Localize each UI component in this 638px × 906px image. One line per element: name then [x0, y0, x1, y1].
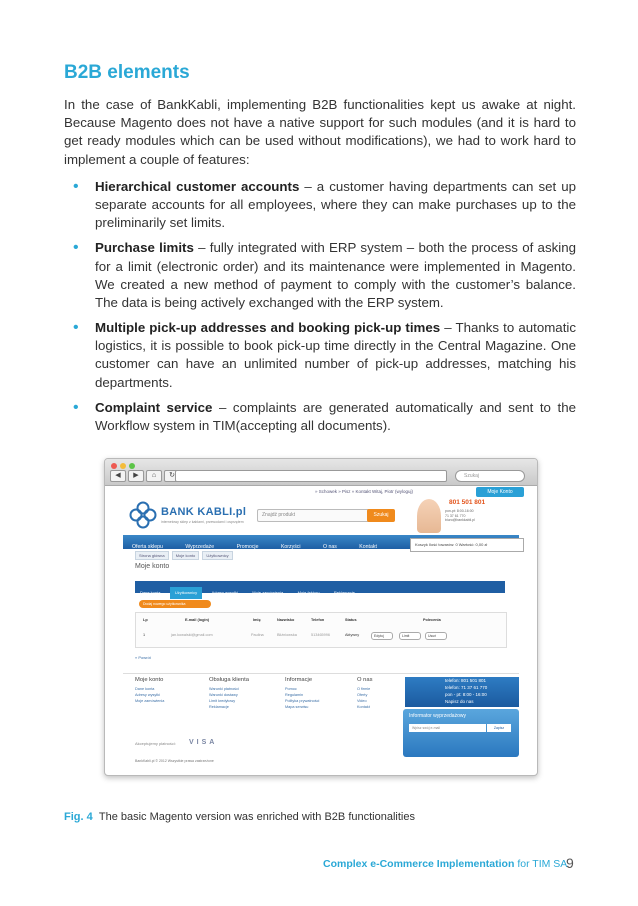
bullet-text: – complaints are generated automatically and sent to the Workflow system in TIM(accepting all documents). [95, 399, 576, 433]
breadcrumb-item: Moje konto [172, 551, 200, 560]
footer-link: Pomoc [285, 687, 297, 691]
newsletter-subscribe-button: Zapisz [487, 724, 511, 732]
phone-box [405, 677, 519, 707]
table-header: Telefon [311, 618, 325, 622]
top-links: » Schowek » Pisz » Kontakt Witaj, Piotr (wyloguj) [315, 489, 414, 494]
table-header: Status [345, 618, 357, 622]
add-user-button: Dodaj nowego użytkownika [139, 600, 211, 608]
table-header: E-mail (login) [185, 618, 210, 622]
minimize-dot-icon [120, 463, 126, 469]
account-tabs [135, 581, 505, 593]
newsletter-email-input: Wpisz swój e-mail [409, 724, 486, 732]
back-arrow-icon: ◀ [110, 470, 126, 482]
footer-link: Polityka prywatności [285, 699, 320, 703]
product-search-input: Znajdź produkt [257, 509, 373, 522]
table-header: Nazwisko [277, 618, 295, 622]
zoom-dot-icon [129, 463, 135, 469]
footer-link: Adresy wysyłki [135, 693, 160, 697]
page-number: 9 [566, 855, 574, 871]
write-to-us-link: Napisz do nas [445, 699, 474, 704]
breadcrumb [135, 551, 235, 560]
table-header: Lp [143, 618, 148, 622]
table-cell: Aktywny [345, 633, 360, 637]
footer-link: Mapa serwisu [285, 705, 309, 709]
intro-paragraph: In the case of BankKabli, implementing B2B functionalities kept us awake at night. Because Magento does not have a native support for such modules (and it is hard to get ready modules which can be used without modifications), we had to work hard to implement a couple of features: [64, 97, 576, 167]
tab-invoices: Moje faktury [297, 590, 320, 595]
footer-link: Video [357, 699, 367, 703]
table-header: Polecenia [423, 618, 441, 622]
table-cell: Bliźniowska [277, 633, 297, 637]
bullet-text: – fully integrated with ERP system – both the process of asking for a limit (electronic order) and its maintenance were implemented in Magento. We created a new method of payment to comply with the customer’s balance. The data is being actively exchanged with the ERP system. [95, 240, 576, 311]
table-header: Imię [253, 618, 261, 622]
footer-link: Moje zamówienia [135, 699, 165, 703]
footer-col-title: O nas [357, 677, 373, 683]
hotline-number: 801 501 801 [449, 499, 486, 506]
forward-arrow-icon: ▶ [128, 470, 144, 482]
tab-account-data: Dane konta [140, 590, 161, 595]
footer-link: Oferty [357, 693, 368, 697]
footer-link: O firmie [357, 687, 371, 691]
bullet-text: – a customer having departments can set up separate accounts for all employees, where they can make purchases up to the preliminarily set limits. [95, 179, 576, 231]
consultant-photo [417, 499, 441, 533]
figure-text: The basic Magento version was enriched with B2B functionalities [98, 811, 415, 823]
phone-line: pon - pt: 8:00 - 16:00 [445, 692, 487, 697]
browser-nav-buttons [110, 470, 180, 482]
footer-title: Complex e-Commerce Implementation [323, 858, 515, 870]
logo-tagline: internetowy sklep z kablami, przewodami i osprzętem [161, 520, 244, 524]
newsletter-title: Informator wyprzedażowy [409, 713, 466, 719]
contact-line: 71 37 61 770 [445, 513, 466, 518]
contact-info [445, 509, 475, 523]
breadcrumb-item: Strona główna [135, 551, 169, 560]
nav-item: Promocje [236, 544, 259, 550]
my-account-button: Moje Konto [476, 487, 524, 497]
figure-label: Fig. 4 [64, 811, 93, 823]
payments-label: Akceptujemy płatności: [135, 741, 176, 746]
copyright: BankKabli.pl © 2012 Wszystkie prawa zastrzeżone [135, 759, 214, 763]
nav-item: Oferta sklepu [132, 544, 163, 550]
home-icon: ⌂ [146, 470, 162, 482]
footer-col-title: Moje konto [135, 677, 164, 683]
tab-orders: Moje zamówienia [252, 590, 284, 595]
footer-link: Warunki dostawy [209, 693, 238, 697]
address-bar [175, 470, 447, 482]
browser-toolbar [105, 459, 537, 486]
footer-col-title: Obsługa klienta [209, 677, 249, 683]
delete-toggle: Usuń [425, 632, 447, 640]
tab-users: Użytkownicy [170, 587, 202, 599]
list-item [64, 178, 576, 233]
feature-list [64, 178, 576, 442]
table-cell: jan.kowalski@gmail.com [171, 633, 213, 637]
nav-item: Korzyści [280, 544, 301, 550]
footer-link: Limit kredytowy [209, 699, 236, 703]
edit-user-toggle: Edytuj [371, 632, 393, 640]
footer-link: Kontakt [357, 705, 370, 709]
running-footer [323, 858, 567, 870]
tab-complaints: Reklamacje [333, 590, 355, 595]
bullet-term: Complaint service [95, 399, 213, 415]
footer-link: Dane konta [135, 687, 155, 691]
table-cell: Paulina [251, 633, 264, 637]
footer-link: Regulamin [285, 693, 304, 697]
browser-search: Szukaj [455, 470, 525, 482]
footer-link: Warunki płatności [209, 687, 239, 691]
list-item [64, 399, 576, 435]
table-cell: 1 [143, 633, 146, 637]
footer-client: for TIM SA [517, 858, 568, 870]
nav-item: O nas [323, 544, 337, 550]
contact-line: pon-pt: 8:00-16:00 [445, 509, 474, 513]
contact-line: biuro@bankkabli.pl [445, 518, 475, 522]
breadcrumb-item: Użytkownicy [202, 551, 232, 560]
nav-item: Wyprzedaże [185, 544, 215, 550]
bullet-term: Multiple pick-up addresses and booking pick-up times [95, 320, 441, 336]
bullet-term: Purchase limits [95, 240, 194, 256]
footer-col-title: Informacje [285, 677, 313, 683]
bullet-text: – Thanks to automatic logistics, it is possible to book pick-up time directly in the Central Magazine. One customer can have an unlimited number of pick-up addresses, matching his departments. [95, 320, 576, 390]
phone-line: telefon: 71 37 61 770 [445, 685, 488, 690]
close-dot-icon [111, 463, 117, 469]
payment-logos: VISA [189, 739, 218, 746]
cart-summary: Koszyk Ilość towarów: 0 Wartość: 0,00 zł [410, 538, 524, 552]
bullet-term: Hierarchical customer accounts [95, 179, 300, 194]
reload-icon: ↻ [164, 470, 180, 482]
list-item [64, 319, 576, 392]
section-title: B2B elements [64, 62, 190, 83]
limit-toggle: Limit [399, 632, 421, 640]
bank-kabli-logo-icon [129, 501, 157, 529]
footer-link: Reklamacje [209, 705, 229, 709]
figure-caption [64, 811, 415, 823]
nav-item: Kontakt [359, 544, 377, 550]
phone-line: telefon: 801 501 801 [445, 678, 487, 683]
account-heading: Moje konto [135, 563, 170, 570]
logo-text: BANK KABLI.pl [161, 506, 247, 518]
table-cell: 513465996 [311, 633, 331, 637]
list-item [64, 239, 576, 312]
store-screenshot [104, 458, 538, 776]
search-button: Szukaj [367, 509, 395, 522]
back-link: « Powrót [135, 655, 151, 660]
tab-shipping: Adresy wysyłki [211, 590, 238, 595]
